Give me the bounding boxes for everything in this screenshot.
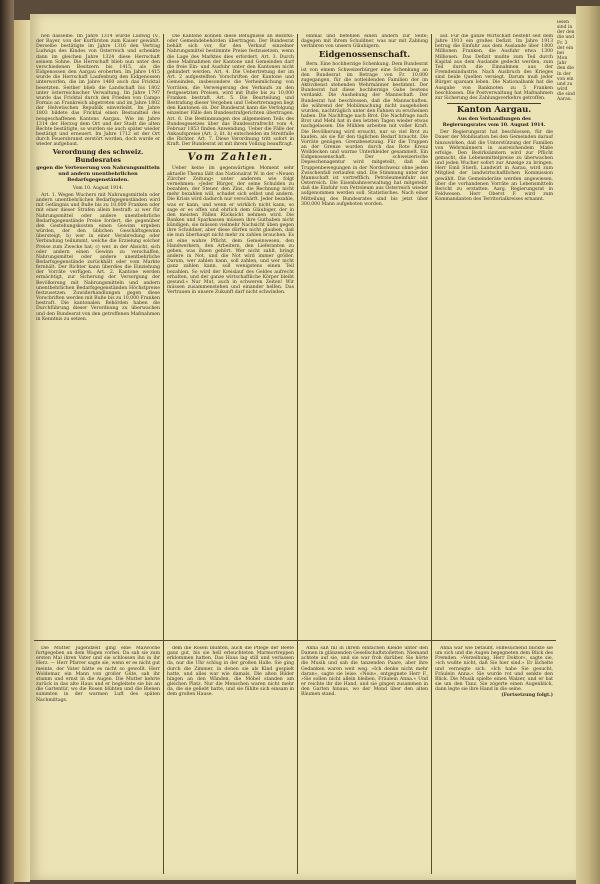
article-subheading: Aus den Verhandlungen des Regierungsrates vom 10. August 1914.: [442, 116, 546, 128]
column-rule: [163, 644, 164, 874]
feuilleton-text: dem die Rosen blühten, auch die Pflege der Beete ganz gut, bis sie hell erleuchteten Marmortreppen erklommen hatten. Das Haus lag still und verlassen da, nur die Uhr schlug in der großen Halle. Sie ging durch die Zimmer, in denen sie als Kind gespielt hatte, und alles war wie damals. Die alten Bilder hingen an den Wänden, die Möbel standen am gleichen Platz. Nur die Menschen waren nicht mehr da, die sie geliebt hatte, und sie fühlte sich einsam in dem großen Hause.: [167, 646, 294, 698]
feuilleton-column-2: [167, 646, 294, 874]
feuilleton-column-1: [36, 646, 160, 874]
article-heading: Vom Zahlen.: [187, 152, 274, 164]
feuilleton-text: Anna war wie betäubt. Hilfesuchend blickte sie um sich und die Augen begegneten dem Blick des Fremden. »Verzeihung, Herr Doktor«, sagte sie, »ich wußte nicht, daß Sie hier sind.« Er lächelte und verneigte sich. »Ich habe Sie gesucht, Fräulein Anna.« Sie wurde rot und senkte den Blick. Die Musik spielte einen Walzer, und er bat sie um den Tanz. Sie zögerte einen Augenblick, dann legte sie ihre Hand in die seine.: [435, 646, 553, 693]
col2-top-text: Die Kantone können diese Befugnisse an Bezirks- oder Gemeindebehörden übertragen. Der Bundesrat behält sich vor, für den Verkauf einzelner Nahrungsmittel bestimmte Preise festzusetzen, wenn die Lage des Marktes dies erfordert. Art. 3. Durch diese Maßnahmen der Kantone und Gemeinden darf die freie Ein- und Ausfuhr unter den Kantonen nicht gehindert werden. Art. 4. Die Uebertretung der im Art. 2 aufgestellten Vorschriften der Kantone und Gemeinden, insbesondere die Verheimlichung von Vorräten, die Verweigerung des Verkaufs zu den festgesetzten Preisen, wird mit Buße bis zu 10,000 Franken bestraft. Art. 5. Die Beurteilung und Bestrafung dieser Vergehen und Uebertretungen liegt den Kantonen ob. Der Bundesrat kann die Verfolgung einzelner Fälle den Bundesstrafgerichten übertragen. Art. 6. Die Bestimmungen des allgemeinen Teils des Bundesgesetzes über das Bundesstrafrecht vom 4. Februar 1853 finden Anwendung. Ueber die Fälle der Ankaufspreise (Art. 2, lit. b) entscheiden im Streitfalle die Richter. Art. 7. Diese Verordnung tritt sofort in Kraft. Der Bundesrat ist mit ihrem Vollzug beauftragt.: [167, 34, 294, 148]
article-heading: Verordnung des schweiz. Bundesrates: [52, 148, 144, 164]
column-2: [167, 34, 294, 638]
column-rule: [431, 34, 432, 644]
col3-top-text: einmal und befehlen einen andern zur Seite; dagegen mit ihrem Schuldner, was nur mit Zahlung verfahren von unsern Gläubigern.: [301, 34, 428, 50]
section-heading: Eidgenossenschaft.: [318, 50, 411, 61]
col3-body-text: Bern. Eine hochherzige Schenkung. Dem Bundesrat ist von einem Schweizerbürger eine Schenkung an den Bundesrat im Betrage von Fr. 10,000 zugegangen, für die notleidenden Familien der im Aktivdienst stehenden Wehrmänner bestimmt. Der Bundesrat hat diese hochherzige Gabe bestens verdankt. Die Aushebung der Mannschaft. Der Bundesrat hat beschlossen, daß die Mannschaften, die während der Mobilmachung nicht ausgehoben wurden, nachträglich unter den Fahnen zu erscheinen haben. Die Nachfrage nach Brot. Die Nachfrage nach Brot und Mehl hat in den letzten Tagen wieder etwas nachgelassen. Die Mühlen arbeiten mit voller Kraft. Die Bevölkerung wird ersucht, nur so viel Brot zu kaufen, als sie für den täglichen Bedarf braucht. Die Vorräte genügen. Grenzbesetzung. Für die Truppen an der Grenze wurden durch das Rote Kreuz Wolldecken und warme Unterkleider gesammelt. Ein Eidgenossenschaft. Der schweizerische Depeschenagentur wird mitgeteilt, daß die Truppenbewegungen in der Nordschweiz ohne jeden Zwischenfall verlaufen sind. Die Stimmung unter der Mannschaft ist vortrefflich. Petroleumeinfuhr aus Österreich. Die Eisenbahnverwaltung hat mitgeteilt, daß die Einfuhr von Petroleum aus Österreich wieder aufgenommen werden soll. Statistisches. Nach einer Mitteilung des Bundesrates sind bis jetzt über 300,000 Mann aufgeboten worden.: [301, 62, 428, 207]
section-rule: [34, 640, 556, 641]
feuilleton-text: Die Mutter Jugendzeit ging eine Maiwoche fortgegeben an dem Wagen vorbei. Da sah sie zum ersten Mal ihren Vater und sie schlossen ihn in ihr Herz. — Herr Pfarrer sagte sie, wenn er es nicht gut meinte, der Vater hätte es nicht so gewollt. Herr Woldemar, ein Mann von großer Güte, sah ihr stumm und ernst in die Augen. Die Mutter kehrte zurück in das alte Haus und er begleitete sie bis an die Gartentür, wo die Rosen blühten und die Bienen summten in der warmen Luft des späten Nachmittags.: [36, 646, 160, 703]
col1-top-text: nen dasselbe. Im Jahre 1314 wurde Ludwig IV., der Bayer, von der Kurfürsten zum Kaiser gewählt. Derselbe bestätigte im Jahre 1316 den Vertrag Ludwigs des Kindes von Österreich und schenkte dann im gleichen Jahre 1324 diese Herrschaft seinem Sohne. Die Herrschaft blieb nun unter den verschiedenen Besitzern bis 1415, als die Eidgenossen den Aargau eroberten. Im Jahre 1415 wurde die Herrschaft Laufenburg den Eidgenossen unterworfen, die im Jahre 1460 auch das Fricktal besetzten. Seither blieb die Landschaft bis 1802 unter österreichischer Verwaltung. Im Jahre 1797 wurde das Fricktal durch den Frieden von Campo Formio an Frankreich abgetreten und im Jahre 1802 der Helvetischen Republik einverleibt. Im Jahre 1803 bildete das Fricktal einen Bestandteil des neugeschaffenen Kantons Aargau. Wie im Jahre 1314 der Herzog dem Ort und der Stadt die alten Rechte bestätigte, so wurden sie auch später wieder bestätigt und erneuert. Im Jahre 1712 ist der Ort durch Feuersbrunst zerstört worden, doch wurde er wieder aufgebaut.: [36, 34, 160, 148]
col2-body-text: Ueber keine im gegenwärtigen Moment sehr aktuelle Thema läßt das Nationalrat W. in der »Neuen Zürcher Zeitung« unter anderem wie folgt vernehmen: »Jeder Bürger, der seine Schulden zu bezahlen, der Steuer, den Zins, die Rechnung nicht mehr bezahlen will, schadet sich selbst und andern. Die Krisis wird dadurch nur verschärft. Jeder bezahle, was er kann, und wenn er wirklich nicht kann, so sage er es offen und ehrlich dem Gläubiger, der in den meisten Fällen Rücksicht nehmen wird. Die Banken und Sparkassen müssen ihre Guthaben nicht kündigen, sie müssen vielmehr Nachsicht üben gegen ihre Schuldner, aber diese dürfen nicht glauben, daß sie nun überhaupt nicht mehr zu zahlen brauchen. Es ist eine wahre Pflicht, dem Gemeinwesen, den Handwerkern, den Arbeitern, den Lieferanten zu geben, was ihnen gehört. Wer nicht zahlt, bringt andere in Not, und die Not wird immer größer. Darum, wer zahlen kann, soll zahlen, und wer nicht ganz zahlen kann, soll wenigstens einen Teil bezahlen. So wird der Kreislauf des Geldes aufrecht erhalten, und der ganze wirtschaftliche Körper bleibt gesund.« Nur Mut, auch in schweren Zeiten! Wir müssen zusammenstehen und einander helfen. Das Vertrauen in unsere Zukunft darf nicht schwinden.: [167, 166, 294, 296]
section-heading: Kanton Aargau.: [456, 105, 532, 116]
book-binding: [0, 0, 14, 884]
column-rule: [297, 644, 298, 874]
column-rule: [163, 34, 164, 644]
column-rule: [297, 34, 298, 644]
feuilleton-column-4: [435, 646, 553, 874]
article-date: Vom 10. August 1914.: [72, 185, 124, 191]
column-1: [36, 34, 160, 638]
feuilleton-text: Anna saß fill in ihrem einfachen Kleide unter den Damen in glänzenden Gesellschaftstoiletten. Niemand achtete auf sie, und sie war froh darüber. Sie hörte die Musik und sah die tanzenden Paare, aber ihre Gedanken waren weit weg. »Ich denke nicht mehr daran«, sagte sie leise. »Nein«, entgegnete Herr F., »Sie sollen nicht allein bleiben, Fräulein Anna.« Und er reichte ihr die Hand, und sie gingen zusammen in den Garten hinaus, wo der Mond über den alten Bäumen stand.: [301, 646, 428, 698]
col1-body-text: Art. 1. Wegen Wuchers mit Nahrungsmitteln oder andern unentbehrlichen Bedarfsgegenständen wird mit Gefängnis und Buße bis zu 10,000 Franken oder mit einer dieser Strafen allein bestraft: a) wer für Nahrungsmittel oder andere unentbehrliche Bedarfsgegenstände Preise fordert, die gegenüber den Gestehungskosten einen Gewinn ergeben würden, der den üblichen Geschäftsgewinn übersteigt; b) wer in einer Verabredung oder Verbindung teilnimmt, welche die Erzielung solcher Preise zum Zwecke hat; c) wer, in der Absicht, sich oder andern einen Gewinn zu verschaffen, Nahrungsmittel oder andere unentbehrliche Bedarfsgegenstände zurückhält oder vom Markte fernhält. Der Richter kann überdies die Einziehung der Vorräte verfügen. Art. 2. Kantone werden ermächtigt, zur Sicherung der Versorgung der Bevölkerung mit Nahrungsmitteln und andern unentbehrlichen Bedarfsgegenständen Höchstpreise festzusetzen. Zuwiderhandlungen gegen diese Vorschriften werden mit Buße bis zu 10,000 Franken bestraft. Die kantonalen Behörden haben die Durchführung dieser Verordnung zu überwachen und den Bundesrat von den getroffenen Maßnahmen in Kenntnis zu setzen.: [36, 192, 160, 322]
col4-body-text: Der Regierungsrat hat beschlossen, für die Dauer der Mobilisation bei den Gemeinden darauf hinzuwirken, daß die Unterstützung der Familien von Wehrmännern in ausreichendem Maße erfolge. Den Bezirksämtern wird zur Pflicht gemacht, die Lebensmittelpreise zu überwachen und jeden Wucher sofort zur Anzeige zu bringen. Herr Emil Stierli, Landwirt in Aarau, wird zum Mitglied der landwirtschaftlichen Kommission gewählt. Die Gemeinderäte werden angewiesen, über die vorhandenen Vorräte an Lebensmitteln Bericht zu erstatten. Aarg. Regierungsrat in Feldwesen. Herr Oberst F. wird zum Kommandanten des Territorialkreises ernannt.: [435, 130, 553, 203]
adjacent-page-fragment: [557, 20, 575, 870]
column-3: [301, 34, 428, 638]
page-gutter: [14, 20, 30, 882]
column-4: [435, 34, 553, 638]
adjacent-page-text: lesen sind in der den die und Fr. 3 der ein bei Mon Jahr den die In der von ein und zu wird die sind Aarau.: [557, 20, 575, 103]
column-rule: [431, 644, 432, 874]
newspaper-page: [30, 14, 576, 880]
feuilleton-column-3: [301, 646, 428, 874]
divider: [179, 149, 282, 150]
continuation-note: (Fortsetzung folgt.): [501, 692, 553, 699]
article-subheading: gegen die Verteuerung von Nahrungsmitteln und andern unentbehrlichen Bedarfsgegenständen.: [36, 165, 160, 184]
page-edge: [576, 6, 600, 884]
divider: [447, 103, 541, 104]
col4-top-text: auf. Für die ganze Wirtschaft besteht seit dem Jahre 1913 ein großes Defizit. Im Jahre 1913 betrug die Einfuhr aus dem Auslande über 1800 Millionen Franken, die Ausfuhr etwa 1300 Millionen. Das Defizit mußte zum Teil durch Kapital aus dem Auslande gedeckt werden, zum Teil durch die Einnahmen aus der Fremdenindustrie. Nach Ausbruch des Krieges sind beide Quellen versiegt. Darum muß jeder Bürger sparsam leben. Die Nationalbank hat die Ausgabe von Banknoten zu 5 Franken beschlossen. Die Postverwaltung hat Maßnahmen zur Sicherung des Zahlungsverkehrs getroffen.: [435, 34, 553, 101]
